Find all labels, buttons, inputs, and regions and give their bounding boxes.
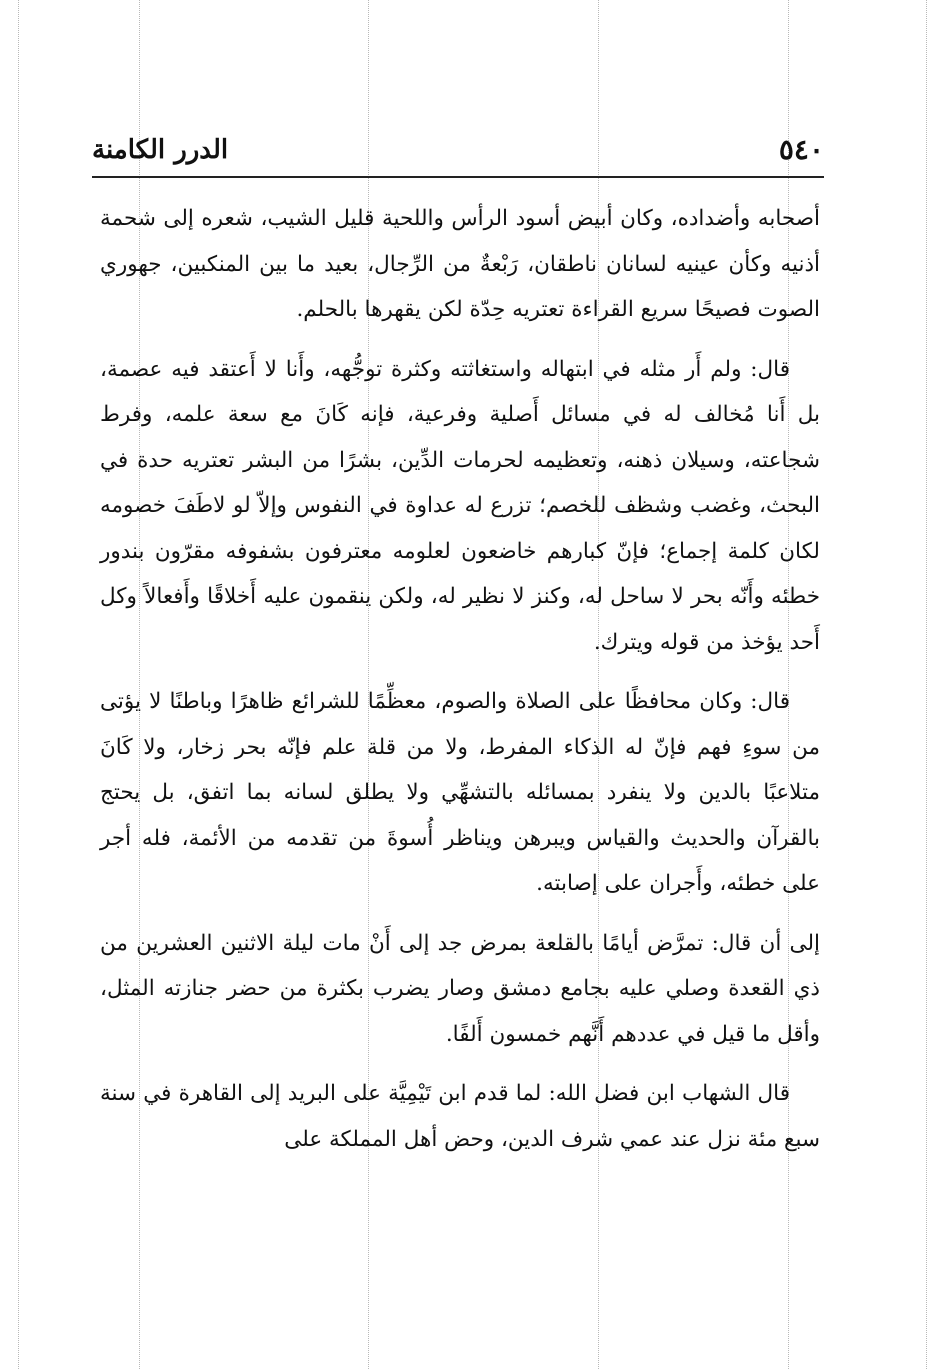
paragraph: قال: وكان محافظًا على الصلاة والصوم، معظِّمًا للشرائع ظاهرًا وباطنًا لا يؤتى من سوءِ فهم فإنّ له الذكاء المفرط، ولا من قلة علم فإنّه بحر زخار، ولا كَانَ متلاعبًا بالدين ولا ينفرد بمسائله بالتشهِّي ولا يطلق لسانه بما اتفق، بل يحتج بالقرآن والحديث والقياس ويبرهن ويناظر أُسوةَ من تقدمه من الأئمة، فله أجر على خطئه، وأَجران على إصابته. — [100, 689, 820, 896]
paragraph: أصحابه وأضداده، وكان أبيض أسود الرأس واللحية قليل الشيب، شعره إلى شحمة أذنيه وكأن عينيه لسانان ناطقان، رَبْعةٌ من الرِّجال، بعيد ما بين المنكبين، جهوري الصوت فصيحًا سريع القراءة تعتريه حِدّة لكن يقهرها بالحلم. — [100, 206, 820, 322]
book-title: الدرر الكامنة — [92, 135, 229, 165]
paragraph: قال الشهاب ابن فضل الله: لما قدم ابن تَيْمِيَّة على البريد إلى القاهرة في سنة سبع مئة نزل عند عمي شرف الدين، وحض أهل المملكة على — [100, 1081, 820, 1152]
paragraph: قال: ولم أَر مثله في ابتهاله واستغاثته وكثرة توجُّهه، وأَنا لا أَعتقد فيه عصمة، بل أَنا مُخالف له في مسائل أَصلية وفرعية، فإنه كَانَ مع سعة علمه، وفرط شجاعته، وسيلان ذهنه، وتعظيمه لحرمات الدِّين، بشرًا من البشر تعتريه حدة في البحث، وغضب وشظف للخصم؛ تزرع له عداوة في النفوس وإلاّ لو لاطَفَ خصومه لكان كلمة إجماع؛ فإنّ كبارهم خاضعون لعلومه معترفون بشفوفه مقرّون بندور خطئه وأَنّه بحر لا ساحل له، وكنز لا نظير له، ولكن ينقمون عليه أَخلاقًا وأَفعالاً وكل أَحد يؤخذ من قوله ويترك. — [100, 356, 820, 655]
paragraph: إلى أن قال: تمرَّض أيامًا بالقلعة بمرض جد إلى أَنْ مات ليلة الاثنين العشرين من ذي القعدة وصلي عليه بجامع دمشق وصار يضرب بكثرة من حضر جنازته المثل، وأقل ما قيل في عددهم أَنَّهم خمسون أَلفًا. — [100, 930, 820, 1047]
page-number: ٥٤٠ — [778, 133, 824, 166]
page-header — [92, 128, 824, 172]
body-text — [100, 196, 820, 1176]
scan-margin-line — [18, 0, 19, 1369]
header-rule — [92, 176, 824, 178]
scan-margin-line — [926, 0, 927, 1369]
